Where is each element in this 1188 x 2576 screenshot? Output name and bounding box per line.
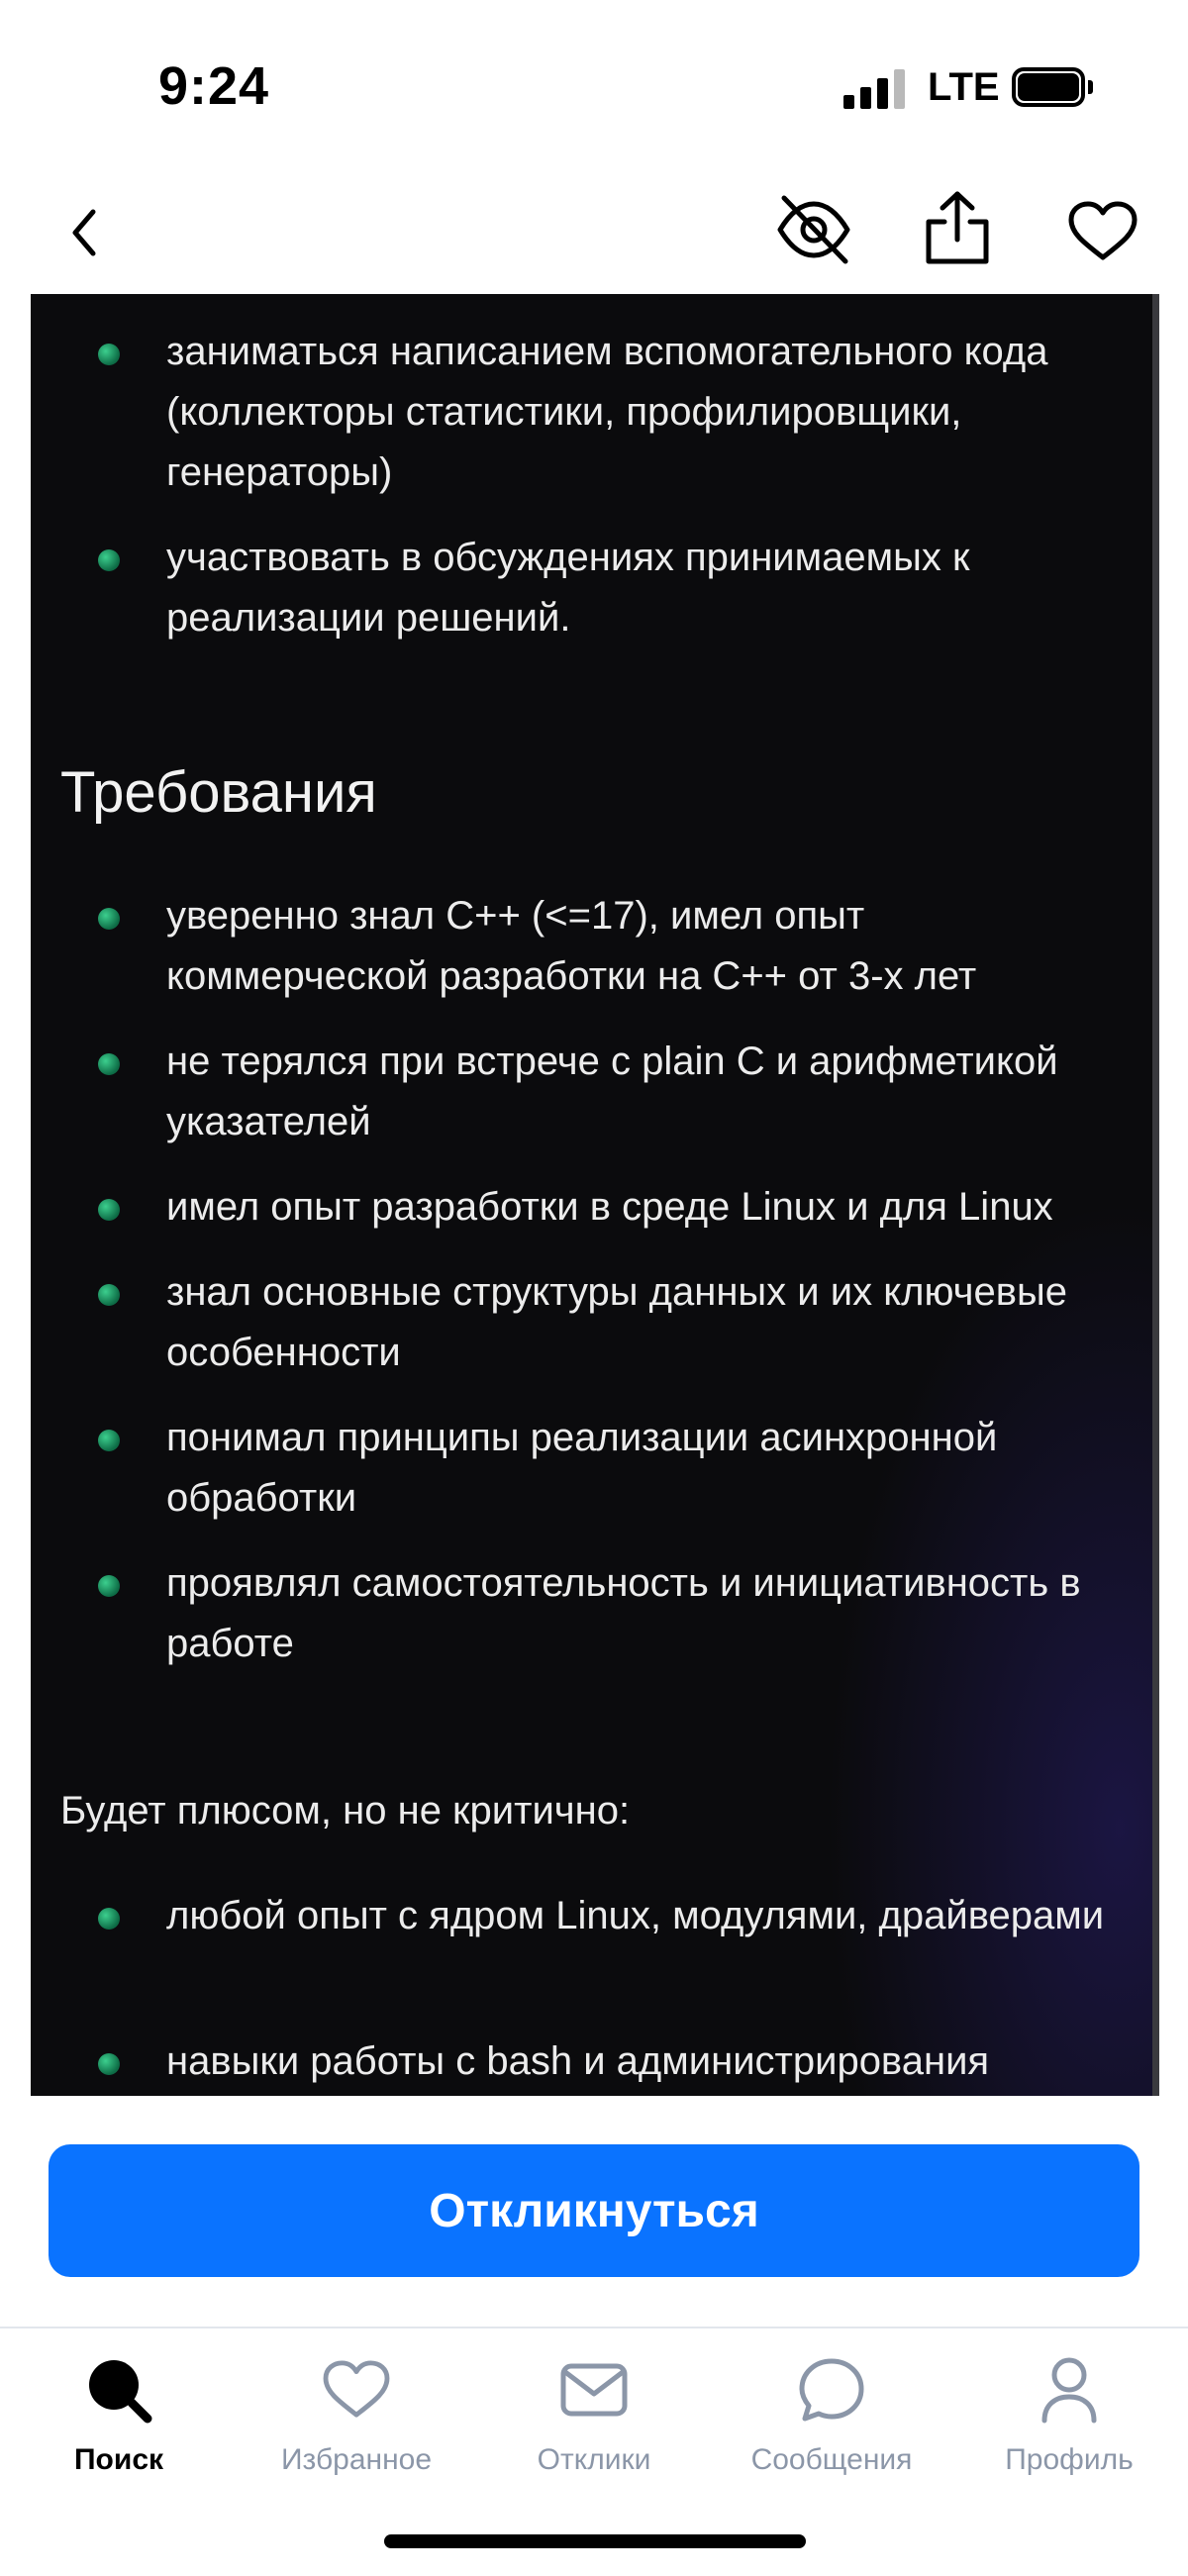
bullet-icon xyxy=(98,1284,120,1306)
list-item: уверенно знал C++ (<=17), имел опыт коммерческой разработки на C++ от 3-х лет xyxy=(31,886,1159,1032)
list-item: проявлял самостоятельность и инициативность в работе xyxy=(31,1553,1159,1699)
vacancy-description xyxy=(31,294,1159,2096)
bullet-icon xyxy=(98,1053,120,1075)
chat-bubble-icon xyxy=(797,2356,866,2424)
tab-responses[interactable] xyxy=(475,2350,713,2499)
search-icon xyxy=(84,2355,153,2425)
tab-label: Сообщения xyxy=(750,2443,913,2476)
tab-label: Поиск xyxy=(73,2443,164,2476)
bullet-icon xyxy=(98,2053,120,2075)
duties-list xyxy=(31,322,1159,648)
battery-icon xyxy=(1012,67,1093,107)
bullet-icon xyxy=(98,1199,120,1221)
plus-list xyxy=(31,1886,1159,2092)
tab-profile[interactable] xyxy=(950,2350,1188,2499)
tab-label: Избранное xyxy=(280,2443,433,2476)
list-item: имел опыт разработки в среде Linux и для Linux xyxy=(31,1177,1159,1262)
list-item: не терялся при встрече с plain C и арифметикой указателей xyxy=(31,1032,1159,1177)
favorite-button[interactable] xyxy=(1061,190,1144,273)
cellular-signal-icon xyxy=(843,69,905,109)
list-item: навыки работы с bash и администрирования xyxy=(31,2031,1159,2092)
list-item: участвовать в обсуждениях принимаемых к реализации решений. xyxy=(31,528,1159,648)
status-bar xyxy=(0,0,1188,168)
tab-label: Профиль xyxy=(1005,2443,1134,2476)
chevron-left-icon xyxy=(69,208,99,257)
bullet-icon xyxy=(98,344,120,365)
bullet-icon xyxy=(98,908,120,930)
network-type: LTE xyxy=(928,65,1000,109)
list-item: заниматься написанием вспомогательного кода (коллекторы статистики, профилировщики, генераторы) xyxy=(31,322,1159,528)
navigation-bar xyxy=(0,168,1188,297)
bullet-icon xyxy=(98,549,120,571)
heart-icon xyxy=(322,2359,391,2421)
requirements-heading: Требования xyxy=(60,760,377,825)
plus-heading: Будет плюсом, но не критично: xyxy=(60,1789,631,1833)
tab-favorites[interactable] xyxy=(238,2350,475,2499)
tab-label: Отклики xyxy=(537,2443,651,2476)
list-item: знал основные структуры данных и их ключевые особенности xyxy=(31,1262,1159,1408)
heart-icon xyxy=(1067,200,1138,263)
share-button[interactable] xyxy=(916,186,999,269)
hide-vacancy-button[interactable] xyxy=(772,188,855,271)
mail-icon xyxy=(559,2362,629,2418)
person-icon xyxy=(1040,2355,1099,2425)
home-indicator xyxy=(384,2534,806,2548)
status-time: 9:24 xyxy=(158,56,270,116)
apply-button[interactable]: Откликнуться xyxy=(49,2144,1139,2277)
tab-search[interactable] xyxy=(0,2350,238,2499)
list-item: понимал принципы реализации асинхронной обработки xyxy=(31,1408,1159,1553)
back-button[interactable] xyxy=(54,193,114,272)
bullet-icon xyxy=(98,1908,120,1930)
requirements-list xyxy=(31,886,1159,1699)
tab-messages[interactable] xyxy=(713,2350,950,2499)
share-icon xyxy=(923,188,992,267)
eye-off-icon xyxy=(774,190,853,269)
bullet-icon xyxy=(98,1430,120,1451)
bullet-icon xyxy=(98,1575,120,1597)
list-item: любой опыт с ядром Linux, модулями, драйверами xyxy=(31,1886,1159,2031)
